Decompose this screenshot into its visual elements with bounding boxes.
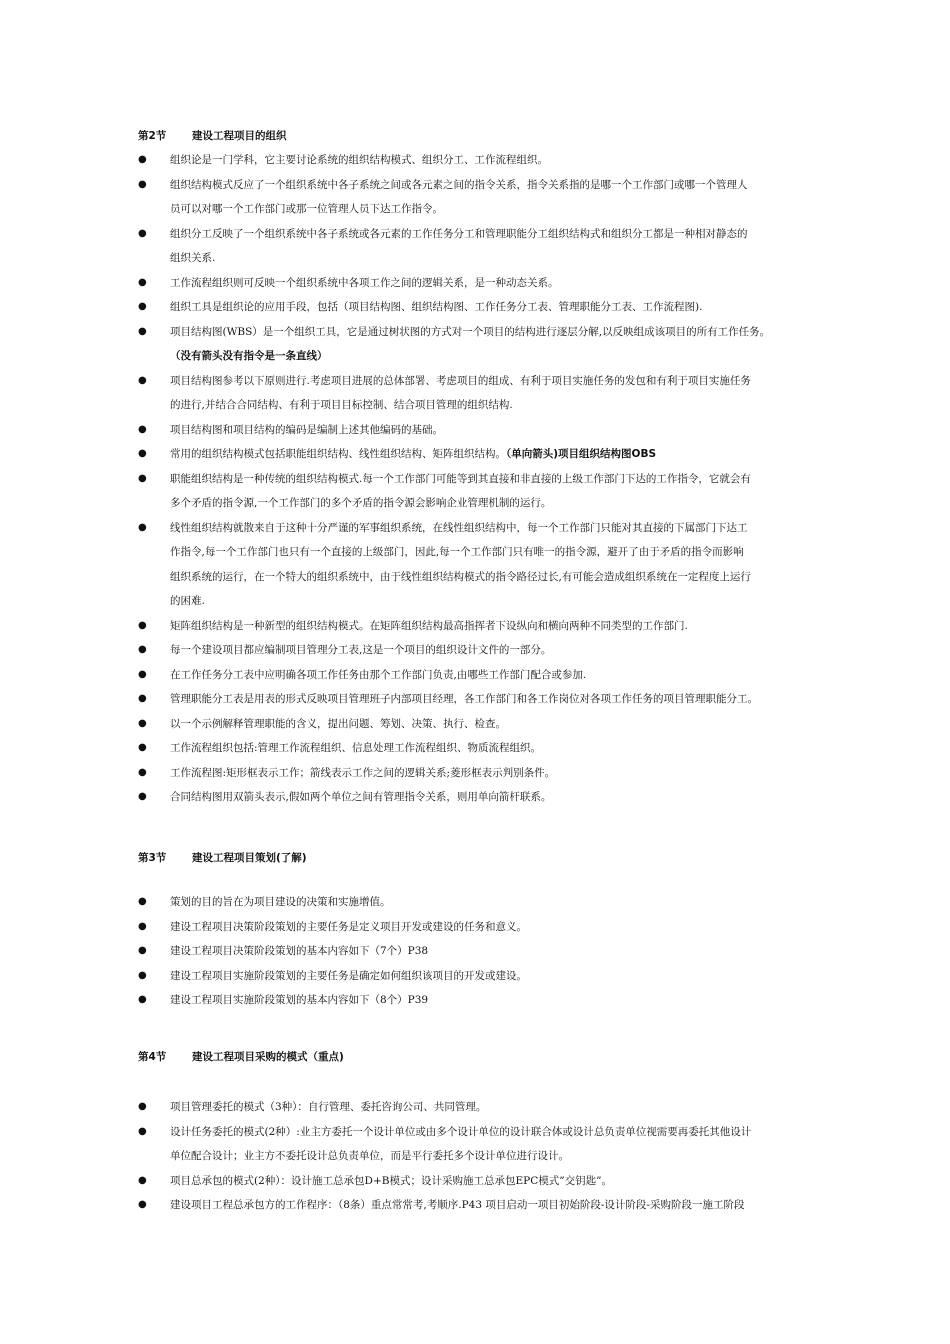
list-item: ● 矩阵组织结构是一种新型的组织结构模式。在矩阵组织结构最高指挥者下设纵向和横向两种不同类型的工作部门.: [138, 614, 848, 639]
bullet-list: [138, 890, 848, 1013]
bullet-icon: ●: [138, 1101, 147, 1112]
list-item: ● 组织工具是组织论的应用手段，包括（项目结构图、组织结构图、工作任务分工表、管理职能分工表、工作流程图).: [138, 295, 848, 320]
bullet-icon: ●: [138, 693, 147, 704]
bullet-icon: ●: [138, 227, 147, 239]
section-number: 第3节: [138, 852, 167, 864]
section-number: 第2节: [138, 130, 167, 142]
bullet-icon: ●: [138, 1125, 147, 1137]
bullet-icon: ●: [138, 1174, 147, 1186]
list-item: ● 每一个建设项目都应编制项目管理分工表,这是一个项目的组织设计文件的一部分。: [138, 638, 848, 663]
bold-note: （没有箭头没有指令是一条直线）: [170, 350, 328, 362]
section-title: 建设工程项目的组织: [192, 130, 287, 142]
bullet-icon: ●: [138, 945, 147, 956]
list-item: ● 组织分工反映了一个组织系统中各子系统或各元素的工作任务分工和管理职能分工组织结构式和组织分工都是一种相对静态的 组织关系.: [138, 222, 848, 271]
list-item: ● 项目管理委托的模式（3种）：自行管理、委托咨询公司、共同管理。: [138, 1095, 848, 1120]
bullet-icon: ●: [138, 896, 147, 907]
section-number: 第4节: [138, 1051, 167, 1063]
bullet-icon: ●: [138, 276, 147, 288]
list-item: ● 项目结构图和项目结构的编码是编制上述其他编码的基础。: [138, 418, 848, 443]
list-item: ● 项目总承包的模式(2种）：设计施工总承包D+B模式；设计采购施工总承包EPC模式”交钥匙”。: [138, 1169, 848, 1194]
list-item: ● 合同结构图用双箭头表示,假如两个单位之间有管理指令关系，则用单向箭杆联系。: [138, 785, 848, 810]
list-item: ● 常用的组织结构模式包括职能组织结构、线性组织结构、矩阵组织结构。（单向箭头)项目组织结构图OBS: [138, 442, 848, 467]
bullet-icon: ●: [138, 619, 147, 631]
list-item: ● 建设工程项目决策阶段策划的基本内容如下（7个）P38: [138, 939, 848, 964]
bullet-icon: ●: [138, 178, 147, 190]
section-heading: [138, 126, 848, 146]
list-item: ● 组织结构模式反应了一个组织系统中各子系统之间或各元素之间的指令关系，指令关系指的是哪一个工作部门或哪一个管理人 员可以对哪一个工作部门或那一位管理人员下达工作指令。: [138, 173, 848, 222]
list-item: ● 建设工程项目决策阶段策划的主要任务是定义项目开发或建设的任务和意义。: [138, 915, 848, 940]
bullet-icon: ●: [138, 668, 147, 680]
bullet-icon: ●: [138, 920, 147, 932]
list-item: ● 工作流程组织则可反映一个组织系统中各项工作之间的逻辑关系，是一种动态关系。: [138, 271, 848, 296]
bullet-icon: ●: [138, 521, 147, 533]
bullet-icon: ●: [138, 154, 147, 165]
list-item: ● 组织论是一门学科，它主要讨论系统的组织结构模式、组织分工、工作流程组织。: [138, 148, 848, 173]
list-item: ● 策划的目的旨在为项目建设的决策和实施增值。: [138, 890, 848, 915]
section-3: [138, 848, 848, 1013]
section-title: 建设工程项目策划(了解): [192, 852, 307, 864]
list-item: ● 建设工程项目实施阶段策划的主要任务是确定如何组织该项目的开发或建设。: [138, 964, 848, 989]
list-item: ● 建设项目工程总承包方的工作程序：（8条）重点常常考,考顺序.P43 项目启动一项目初始阶段-设计阶段-采购阶段一施工阶段: [138, 1193, 848, 1218]
bullet-icon: ●: [138, 742, 147, 753]
list-item: ● 工作流程组织包括:管理工作流程组织、信息处理工作流程组织、物质流程组织。: [138, 736, 848, 761]
list-item: ● 职能组织结构是一种传统的组织结构模式.每一个工作部门可能等到其直接和非直接的上级工作部门下达的工作指令，它就会有 多个矛盾的指令源,一个工作部门的多个矛盾的指令源会影响企业管理机制的运行。: [138, 467, 848, 516]
list-item: ● 线性组织结构就散来自于这种十分严谨的军事组织系统，在线性组织结构中，每一个工作部门只能对其直接的下属部门下达工 作指令,每一个工作部门也只有一个直接的上级部门，因此,每一个工作部门只有唯一的指令源，避开了由于矛盾的指令而影响 组织系统的运行，在一个特大的组织系统中，由于线性组织结构模式的指令路径过长,有可能会造成组织系统在一定程度上运行 的困难.: [138, 516, 848, 614]
bullet-icon: ●: [138, 994, 147, 1005]
bullet-icon: ●: [138, 766, 147, 778]
bullet-icon: ●: [138, 301, 147, 312]
list-item: ● 项目结构图(WBS）是一个组织工具，它是通过树状图的方式对一个项目的结构进行逐层分解,以反映组成该项目的所有工作任务。 （没有箭头没有指令是一条直线）: [138, 320, 848, 369]
list-item: ● 管理职能分工表是用表的形式反映项目管理班子内部项目经理，各工作部门和各工作岗位对各项工作任务的项目管理职能分工。: [138, 687, 848, 712]
section-heading: [138, 848, 848, 868]
bullet-icon: ●: [138, 325, 147, 337]
bold-note: （单向箭头)项目组织结构图OBS: [506, 448, 657, 460]
section-heading: [138, 1047, 848, 1067]
list-item: ● 建设工程项目实施阶段策划的基本内容如下（8个）P39: [138, 988, 848, 1013]
list-item: ● 在工作任务分工表中应明确各项工作任务由那个工作部门负责,由哪些工作部门配合或参加.: [138, 663, 848, 688]
bullet-list: [138, 1095, 848, 1218]
section-2: [138, 126, 848, 810]
bullet-icon: ●: [138, 374, 147, 386]
bullet-icon: ●: [138, 969, 147, 981]
bullet-icon: ●: [138, 644, 147, 655]
list-item: ● 设计任务委托的模式(2种）:业主方委托一个设计单位或由多个设计单位的设计联合体或设计总负责单位视需要再委托其他设计 单位配合设计；业主方不委托设计总负责单位，而是平行委托多个设计单位进行设计。: [138, 1120, 848, 1169]
bullet-list: [138, 148, 848, 810]
bullet-icon: ●: [138, 448, 147, 459]
list-item: ● 工作流程图:矩形框表示工作；箭线表示工作之间的逻辑关系;菱形框表示判别条件。: [138, 761, 848, 786]
bullet-icon: ●: [138, 423, 147, 435]
bullet-icon: ●: [138, 472, 147, 484]
list-item: ● 项目结构图参考以下原则进行.考虑项目进展的总体部署、考虑项目的组成、有利于项目实施任务的发包和有利于项目实施任务 的进行,并结合合同结构、有利于项目目标控制、结合项目管理的组织结构.: [138, 369, 848, 418]
section-title: 建设工程项目采购的模式（重点): [192, 1051, 344, 1063]
bullet-icon: ●: [138, 1199, 147, 1210]
list-item: ● 以一个示例解释管理职能的含义，提出问题、筹划、决策、执行、检查。: [138, 712, 848, 737]
bullet-icon: ●: [138, 717, 147, 729]
bullet-icon: ●: [138, 791, 147, 802]
section-4: [138, 1047, 848, 1218]
